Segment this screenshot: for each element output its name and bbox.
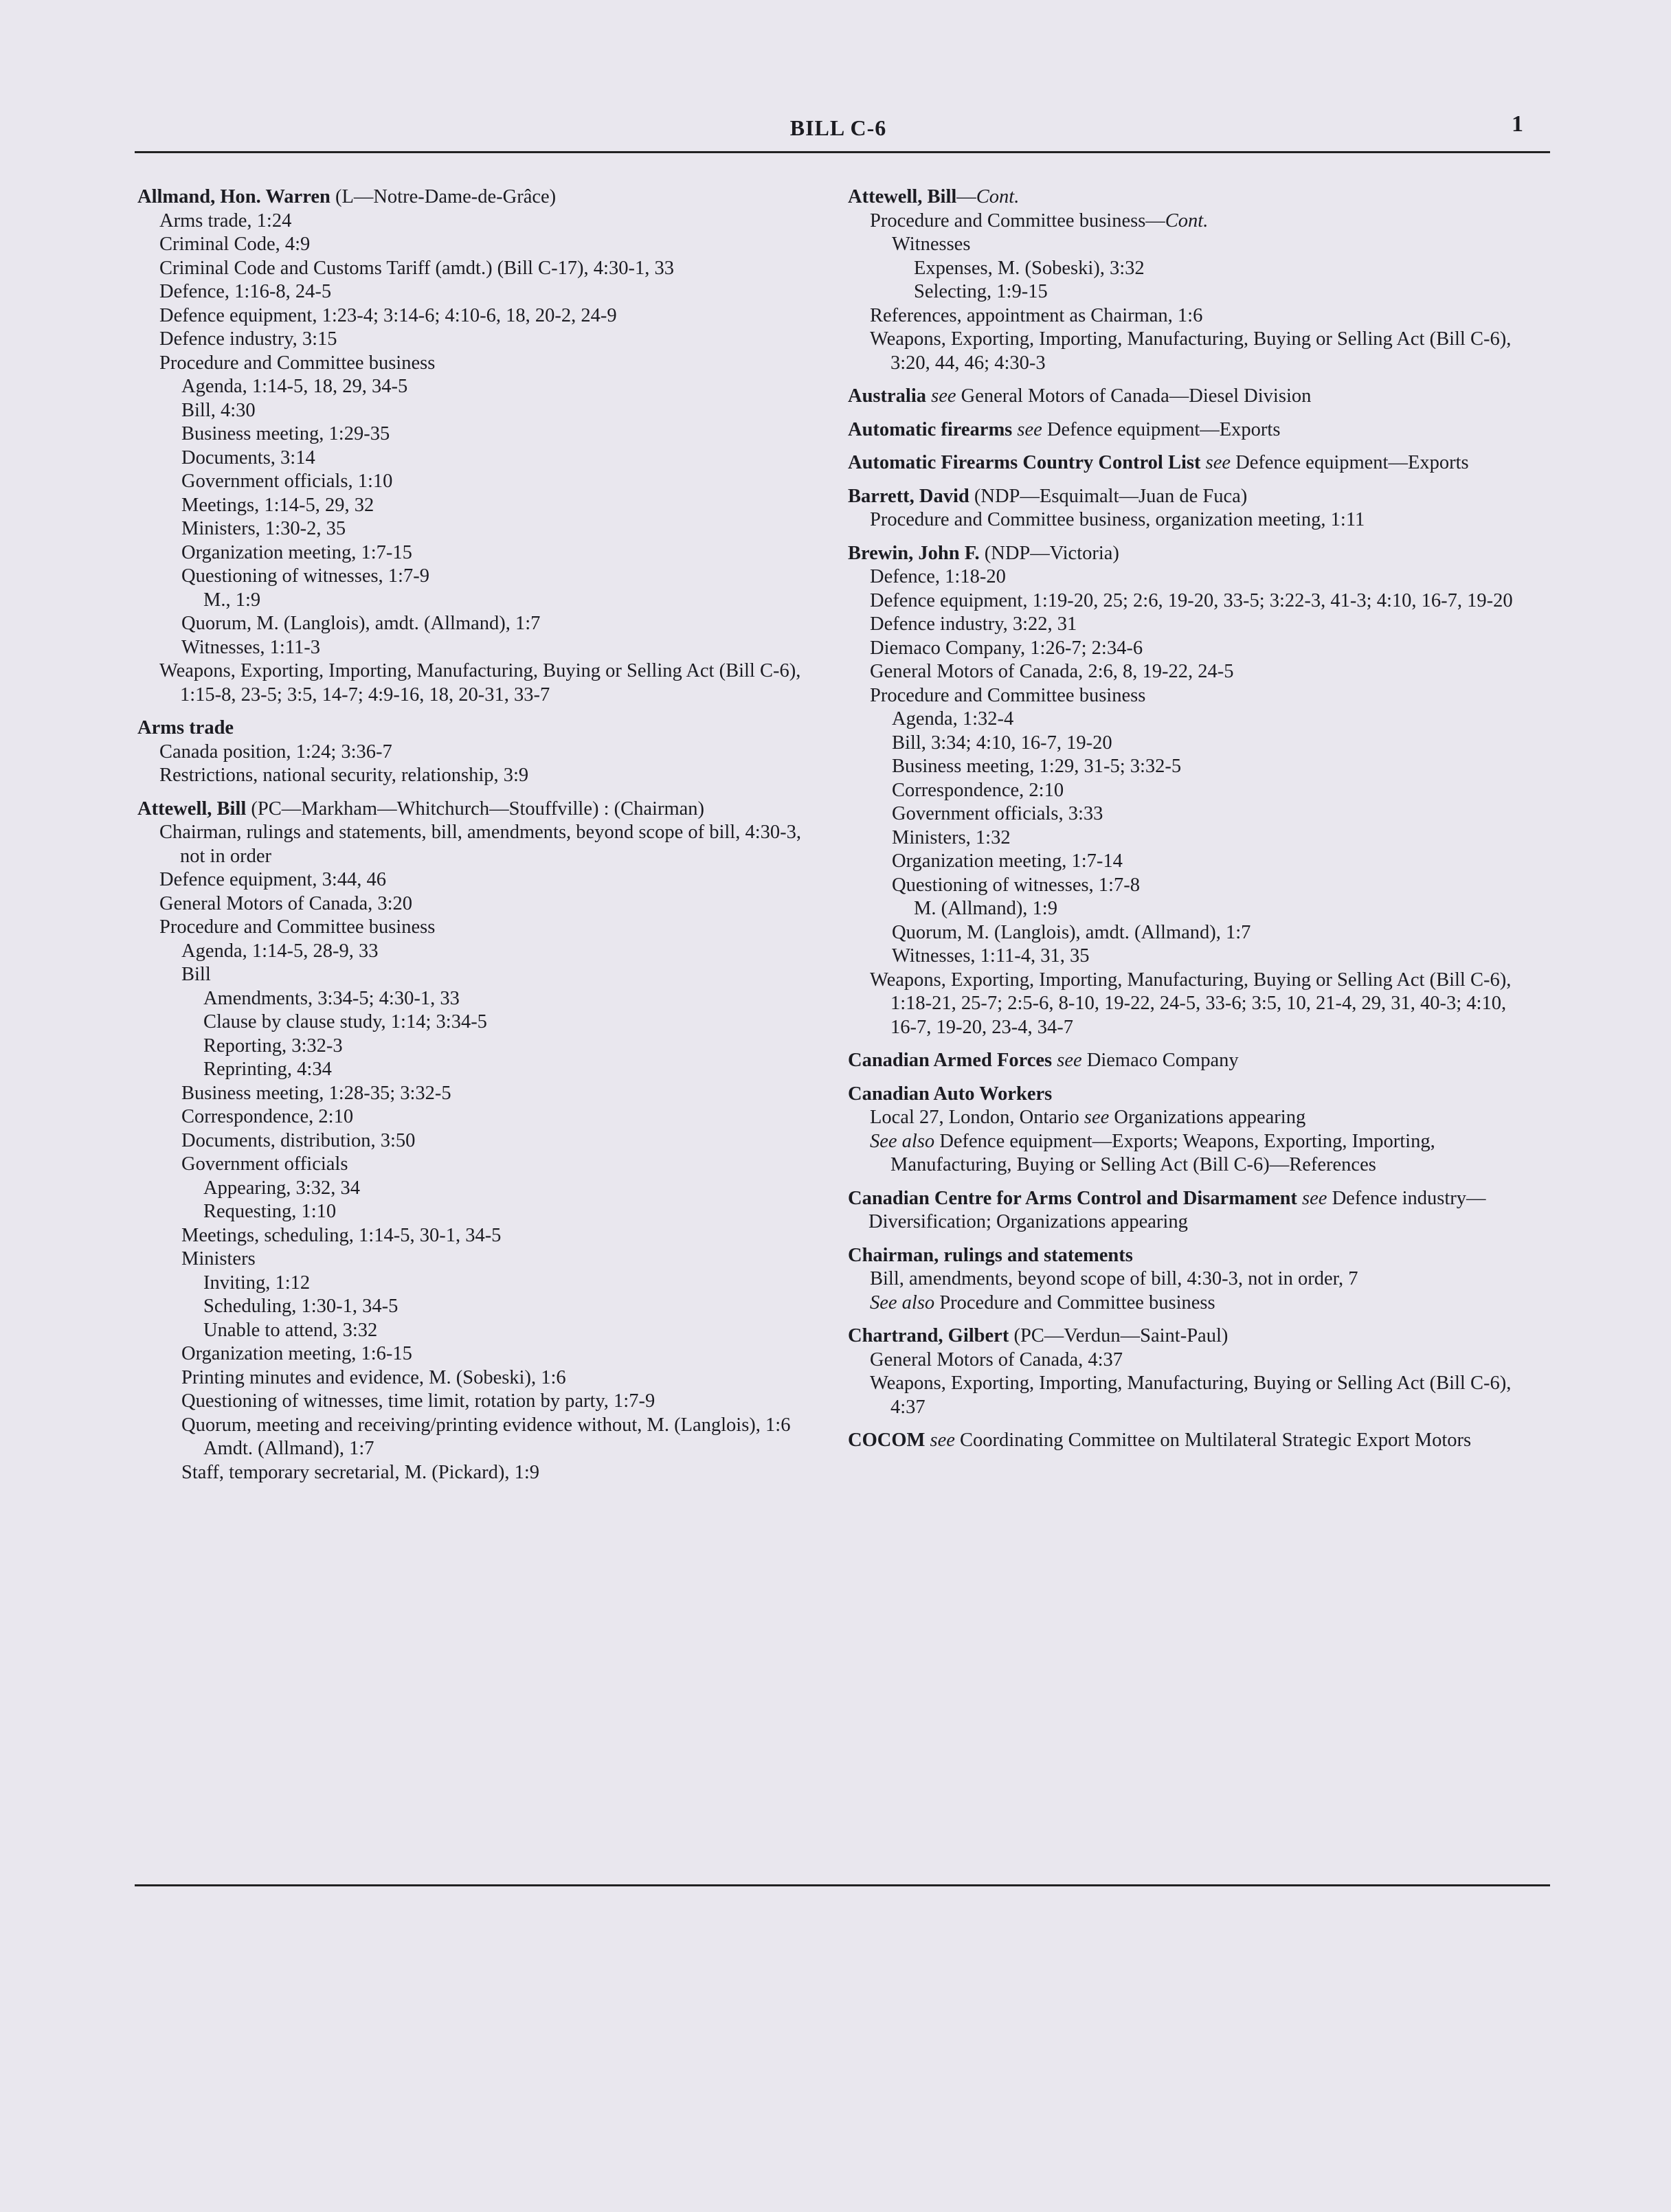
- index-subentry: Witnesses, 1:11-4, 31, 35: [892, 945, 1090, 967]
- index-entry: [848, 542, 1535, 1040]
- index-subentry: Scheduling, 1:30-1, 34-5: [203, 1296, 399, 1317]
- index-heading: [848, 385, 1535, 409]
- index-subentry: Organization meeting, 1:6-15: [181, 1343, 412, 1364]
- header-rule: [135, 151, 1550, 153]
- index-subentry: Criminal Code, 4:9: [159, 234, 311, 255]
- index-subentry: Printing minutes and evidence, M. (Sobeski), 1:6: [181, 1366, 566, 1388]
- index-subentry: Agenda, 1:32-4: [892, 708, 1014, 730]
- index-subentry: Defence industry, 3:15: [159, 328, 337, 350]
- index-subentry: Agenda, 1:14-5, 28-9, 33: [181, 940, 379, 962]
- index-heading: [848, 1429, 1535, 1453]
- index-subentry: General Motors of Canada, 2:6, 8, 19-22, 24-5: [870, 661, 1234, 682]
- index-subentry: Weapons, Exporting, Importing, Manufacturing, Buying or Selling Act (Bill C-6), 4:37: [870, 1373, 1512, 1418]
- index-subentry: Procedure and Committee business, organization meeting, 1:11: [870, 509, 1365, 530]
- index-heading: [848, 418, 1535, 442]
- index-subentry: Defence equipment, 1:19-20, 25; 2:6, 19-20, 33-5; 3:22-3, 41-3; 4:10, 16-7, 19-20: [870, 589, 1513, 611]
- index-subentry: Procedure and Committee business—Cont.: [870, 210, 1209, 232]
- index-heading: [848, 1244, 1535, 1268]
- index-subentry: Procedure and Committee business: [159, 352, 436, 374]
- index-subentry: Defence equipment, 3:44, 46: [159, 869, 387, 890]
- index-subentry: Bill: [181, 964, 211, 985]
- index-heading-name: Automatic firearms: [848, 418, 1013, 440]
- index-heading: [137, 716, 825, 741]
- footer-rule: [135, 1884, 1550, 1886]
- index-subentry: M. (Allmand), 1:9: [914, 898, 1057, 919]
- index-subentry: Weapons, Exporting, Importing, Manufacturing, Buying or Selling Act (Bill C-6), 1:18-21, 25-7; 2:5-6, 8-10, 19-22, 24-5, 33-6; 3:5, 10, 21-4, 29, 31, 40-3; 4:10, 16-7, 19-20, 23-4, 34-7: [870, 969, 1512, 1038]
- index-subentry: Defence, 1:18-20: [870, 566, 1006, 587]
- index-heading: [848, 542, 1535, 566]
- index-heading-name: Canadian Armed Forces: [848, 1050, 1053, 1071]
- index-heading-suffix: (NDP—Victoria): [979, 542, 1119, 564]
- index-subentry: Requesting, 1:10: [203, 1201, 337, 1222]
- index-subentry: Inviting, 1:12: [203, 1272, 311, 1294]
- index-entry: [848, 185, 1535, 375]
- index-heading-suffix: see Diemaco Company: [1057, 1050, 1239, 1071]
- index-heading: [137, 798, 825, 822]
- index-subentry: Quorum, M. (Langlois), amdt. (Allmand), 1:7: [181, 613, 541, 634]
- index-heading-name: Allmand, Hon. Warren: [137, 186, 330, 207]
- index-subentry: Criminal Code and Customs Tariff (amdt.) (Bill C-17), 4:30-1, 33: [159, 257, 674, 279]
- index-subentry: Business meeting, 1:28-35; 3:32-5: [181, 1082, 451, 1104]
- index-entry: [848, 1429, 1535, 1453]
- index-subentry: Restrictions, national security, relationship, 3:9: [159, 765, 529, 786]
- index-subentry: Arms trade, 1:24: [159, 210, 292, 232]
- index-heading-suffix: (L—Notre-Dame-de-Grâce): [330, 186, 557, 207]
- index-entry: [137, 798, 825, 1485]
- index-subentry: Ministers, 1:30-2, 35: [181, 518, 346, 539]
- index-entry: [848, 1187, 1535, 1234]
- index-heading-suffix: —Cont.: [956, 186, 1020, 207]
- index-heading-name: Canadian Auto Workers: [848, 1083, 1053, 1105]
- index-heading-suffix: (PC—Verdun—Saint-Paul): [1009, 1325, 1229, 1346]
- index-subentry: Defence industry, 3:22, 31: [870, 613, 1077, 635]
- index-subentry: Selecting, 1:9-15: [914, 281, 1048, 302]
- index-subentry: Correspondence, 2:10: [181, 1106, 354, 1127]
- index-subentry: Quorum, meeting and receiving/printing evidence without, M. (Langlois), 1:6: [181, 1414, 791, 1436]
- index-subentry: Appearing, 3:32, 34: [203, 1177, 360, 1199]
- index-heading: [848, 1187, 1535, 1234]
- index-heading-name: Chairman, rulings and statements: [848, 1244, 1133, 1266]
- index-heading-name: Chartrand, Gilbert: [848, 1325, 1009, 1346]
- index-entry: [137, 716, 825, 788]
- index-entry: [848, 1324, 1535, 1419]
- running-header-title: BILL C-6: [789, 115, 887, 140]
- index-entry: [848, 385, 1535, 409]
- index-subentry: Canada position, 1:24; 3:36-7: [159, 741, 392, 763]
- index-subentry: Documents, 3:14: [181, 447, 315, 469]
- index-entry: [848, 1049, 1535, 1073]
- index-subentry: Procedure and Committee business: [159, 916, 436, 938]
- index-subentry: Staff, temporary secretarial, M. (Pickard), 1:9: [181, 1461, 540, 1483]
- index-heading-name: Automatic Firearms Country Control List: [848, 452, 1201, 473]
- index-subentry: General Motors of Canada, 4:37: [870, 1348, 1123, 1370]
- index-entry: [848, 418, 1535, 442]
- index-entry: [137, 185, 825, 707]
- index-subentry: See also Procedure and Committee business: [870, 1291, 1215, 1313]
- index-subentry: Diemaco Company, 1:26-7; 2:34-6: [870, 637, 1143, 659]
- index-subentry: Meetings, 1:14-5, 29, 32: [181, 494, 374, 516]
- index-subentry: Ministers, 1:32: [892, 826, 1011, 848]
- index-heading-name: COCOM: [848, 1430, 926, 1451]
- index-heading-suffix: see Defence industry—Diversification; Organizations appearing: [868, 1187, 1486, 1232]
- index-heading-suffix: see General Motors of Canada—Diesel Division: [931, 385, 1312, 407]
- index-subentry: Documents, distribution, 3:50: [181, 1129, 416, 1151]
- index-subentry: Bill, 3:34; 4:10, 16-7, 19-20: [892, 732, 1112, 754]
- index-heading: [848, 451, 1535, 475]
- page-number: 1: [1512, 111, 1523, 137]
- index-subentry: Bill, 4:30: [181, 399, 256, 421]
- index-subentry: Amendments, 3:34-5; 4:30-1, 33: [203, 987, 460, 1009]
- index-subentry: Defence equipment, 1:23-4; 3:14-6; 4:10-6, 18, 20-2, 24-9: [159, 304, 617, 326]
- index-heading-suffix: see Defence equipment—Exports: [1017, 418, 1281, 440]
- index-heading-suffix: (NDP—Esquimalt—Juan de Fuca): [969, 485, 1248, 507]
- index-subentry: Questioning of witnesses, time limit, rotation by party, 1:7-9: [181, 1390, 655, 1412]
- index-heading-name: Attewell, Bill: [848, 186, 957, 207]
- index-heading-name: Canadian Centre for Arms Control and Disarmament: [848, 1187, 1297, 1209]
- index-subentry: Reporting, 3:32-3: [203, 1035, 343, 1057]
- index-subentry: Bill, amendments, beyond scope of bill, 4:30-3, not in order, 7: [870, 1268, 1358, 1289]
- index-subentry: Defence, 1:16-8, 24-5: [159, 281, 332, 302]
- index-subentry: Witnesses, 1:11-3: [181, 636, 321, 658]
- index-heading-name: Barrett, David: [848, 485, 969, 507]
- index-subentry: Organization meeting, 1:7-14: [892, 850, 1123, 872]
- index-subentry: Expenses, M. (Sobeski), 3:32: [914, 257, 1145, 279]
- index-heading: [848, 1049, 1535, 1073]
- index-entry: [848, 451, 1535, 475]
- index-subentry: Meetings, scheduling, 1:14-5, 30-1, 34-5: [181, 1224, 502, 1246]
- index-heading-name: Brewin, John F.: [848, 542, 980, 564]
- index-subentry: Procedure and Committee business: [870, 684, 1146, 706]
- index-heading: [848, 485, 1535, 509]
- index-subentry: Questioning of witnesses, 1:7-9: [181, 565, 429, 587]
- index-subentry: Ministers: [181, 1248, 256, 1269]
- index-subentry: Correspondence, 2:10: [892, 779, 1064, 801]
- index-subentry: Business meeting, 1:29, 31-5; 3:32-5: [892, 756, 1182, 777]
- index-heading: [137, 185, 825, 210]
- index-heading-suffix: (PC—Markham—Whitchurch—Stouffville) : (Chairman): [246, 798, 705, 820]
- index-subentry: Local 27, London, Ontario see Organizations appearing: [870, 1107, 1306, 1128]
- index-column-left: [137, 185, 825, 1485]
- index-subentry: Weapons, Exporting, Importing, Manufacturing, Buying or Selling Act (Bill C-6), 1:15-8, 23-5; 3:5, 14-7; 4:9-16, 18, 20-31, 33-7: [159, 660, 801, 706]
- index-subentry: Clause by clause study, 1:14; 3:34-5: [203, 1011, 487, 1032]
- index-subentry: Government officials, 3:33: [892, 803, 1103, 824]
- index-subentry: Organization meeting, 1:7-15: [181, 541, 412, 563]
- index-heading-name: Arms trade: [137, 717, 234, 738]
- index-subentry: Government officials: [181, 1153, 348, 1175]
- index-subentry: Chairman, rulings and statements, bill, amendments, beyond scope of bill, 4:30-3, not in order: [159, 822, 802, 867]
- index-heading-suffix: see Coordinating Committee on Multilateral Strategic Export Motors: [930, 1430, 1472, 1451]
- index-subentry: General Motors of Canada, 3:20: [159, 892, 413, 914]
- index-heading-suffix: see Defence equipment—Exports: [1205, 452, 1469, 473]
- index-heading: [848, 1083, 1535, 1107]
- index-column-right: [848, 185, 1535, 1453]
- index-entry: [848, 1083, 1535, 1177]
- index-subentry: Witnesses: [892, 234, 971, 255]
- index-entry: [848, 485, 1535, 532]
- index-subentry: M., 1:9: [203, 589, 261, 611]
- index-subentry: References, appointment as Chairman, 1:6: [870, 304, 1203, 326]
- index-subentry: Unable to attend, 3:32: [203, 1319, 378, 1341]
- index-subentry: Reprinting, 4:34: [203, 1059, 332, 1080]
- index-subentry: Government officials, 1:10: [181, 471, 393, 492]
- index-entry: [848, 1244, 1535, 1316]
- index-heading-name: Attewell, Bill: [137, 798, 247, 820]
- index-subentry: Agenda, 1:14-5, 18, 29, 34-5: [181, 376, 408, 397]
- index-subentry: Amdt. (Allmand), 1:7: [203, 1438, 374, 1459]
- index-heading: [848, 1324, 1535, 1348]
- index-subentry: Quorum, M. (Langlois), amdt. (Allmand), 1:7: [892, 921, 1251, 943]
- index-subentry: See also Defence equipment—Exports; Weapons, Exporting, Importing, Manufacturing, Buying or Selling Act (Bill C-6)—References: [870, 1130, 1435, 1175]
- index-subentry: Questioning of witnesses, 1:7-8: [892, 874, 1140, 896]
- index-heading-name: Australia: [848, 385, 926, 407]
- index-subentry: Business meeting, 1:29-35: [181, 423, 390, 444]
- index-subentry: Weapons, Exporting, Importing, Manufacturing, Buying or Selling Act (Bill C-6), 3:20, 44, 46; 4:30-3: [870, 328, 1512, 374]
- index-heading: [848, 185, 1535, 210]
